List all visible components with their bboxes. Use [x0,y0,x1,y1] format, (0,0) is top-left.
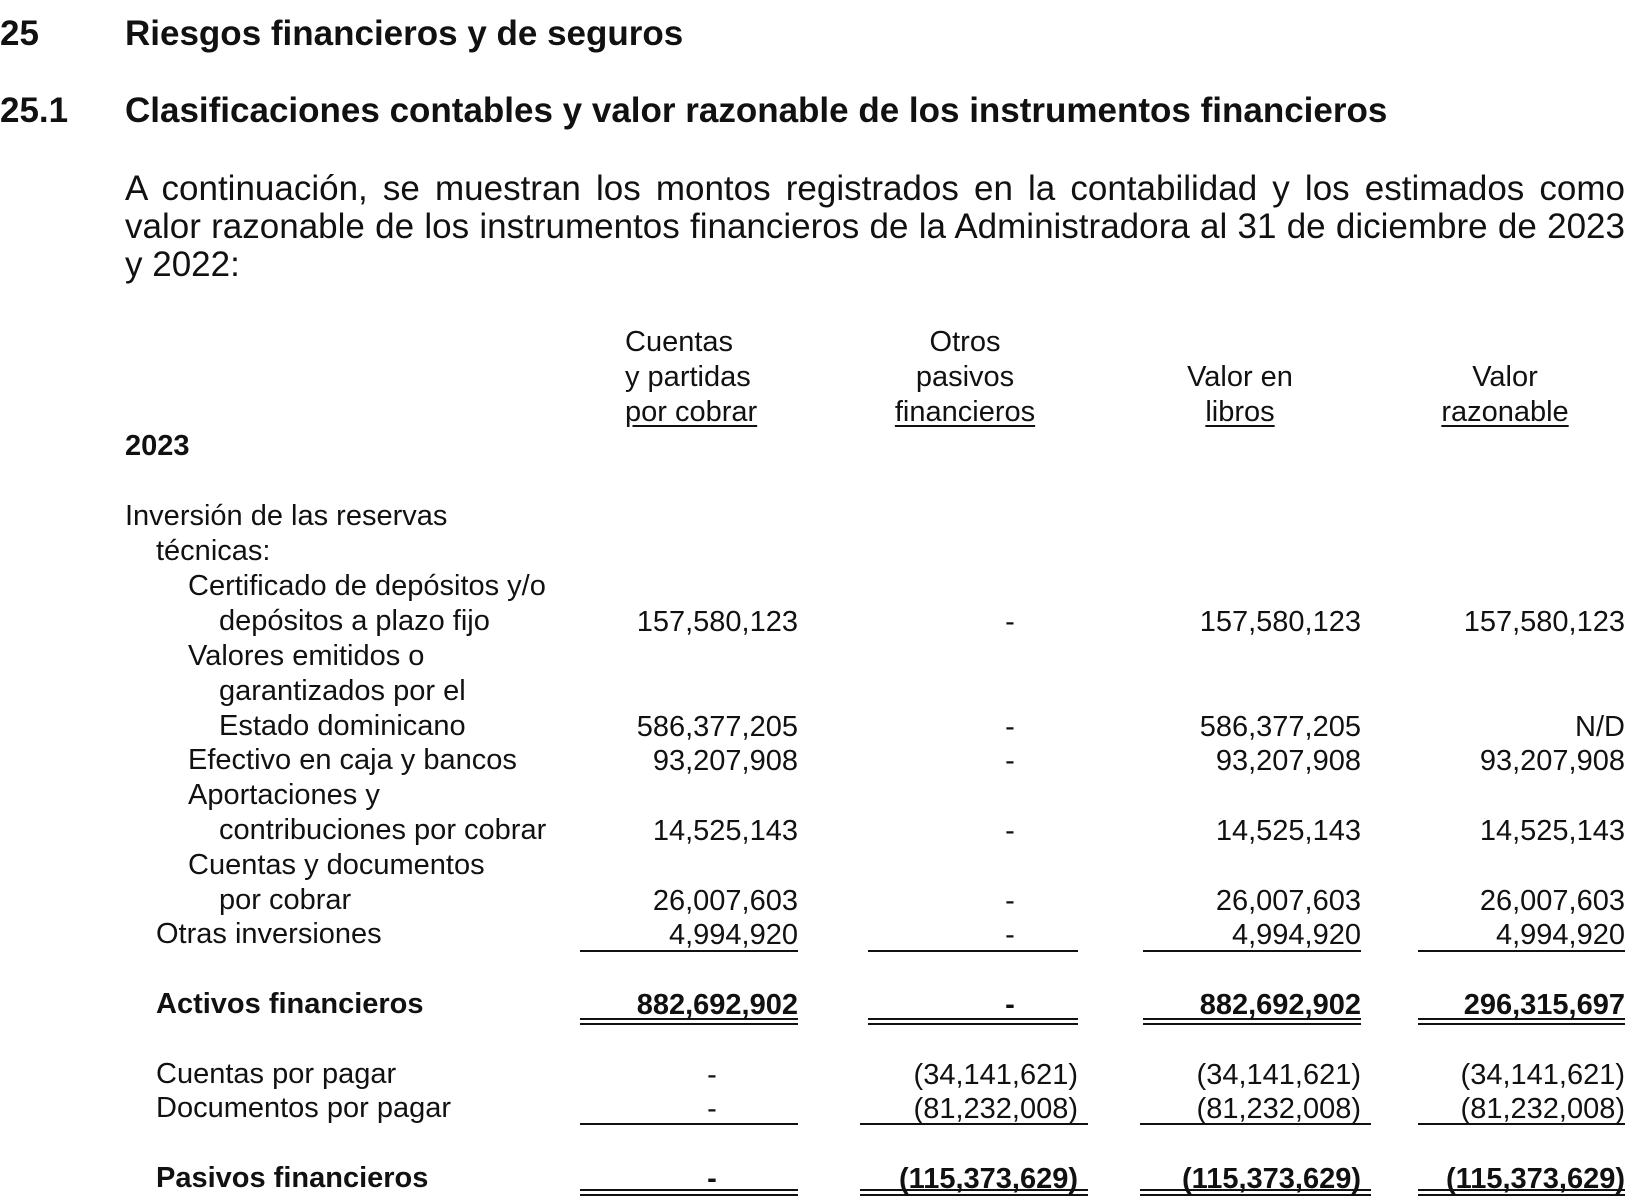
value-cell: 882,692,902 [636,989,798,1021]
value-cell: 296,315,697 [1463,989,1625,1021]
value-cell: 93,207,908 [1479,745,1625,777]
double-rule [868,1018,1078,1025]
row-label: Valores emitidos o [188,640,425,672]
row-label: por cobrar [219,884,352,916]
value-cell: 4,994,920 [1231,919,1361,951]
row-label: Documentos por pagar [156,1092,451,1124]
value-cell: 26,007,603 [1479,885,1625,917]
value-cell: - [707,1163,717,1195]
value-cell: 26,007,603 [652,885,798,917]
col-header-cuentas-line1: Cuentas [625,326,734,358]
subtotal-rule [1140,1123,1371,1125]
section-number: 25 [0,14,39,53]
section-title: Riesgos financieros y de seguros [125,14,684,53]
value-cell: (115,373,629) [1446,1163,1625,1195]
value-cell: 4,994,920 [1495,919,1625,951]
double-rule [580,1189,798,1196]
subtotal-rule [580,950,798,952]
double-rule [580,1018,798,1025]
value-cell: - [1005,815,1015,847]
row-label: Cuentas y documentos [188,849,485,881]
row-label: Certificado de depósitos y/o [188,570,546,602]
value-cell: (81,232,008) [913,1093,1078,1125]
subtotal-rule [580,1123,798,1125]
value-cell: 14,525,143 [1215,815,1361,847]
double-rule [1418,1189,1625,1196]
value-cell: 4,994,920 [668,919,798,951]
row-label: Aportaciones y [188,779,380,811]
value-cell: - [1005,711,1015,743]
value-cell: - [1005,606,1015,638]
value-cell: (34,141,621) [1196,1059,1361,1091]
double-rule [1143,1018,1361,1025]
row-label: contribuciones por cobrar [219,814,547,846]
value-cell: (115,373,629) [899,1163,1078,1195]
value-cell: 93,207,908 [652,745,798,777]
value-cell: 14,525,143 [1479,815,1625,847]
value-cell: 26,007,603 [1215,885,1361,917]
row-label: Cuentas por pagar [156,1058,397,1090]
double-rule [1140,1189,1371,1196]
value-cell: - [1005,745,1015,777]
subtotal-rule [1418,950,1625,952]
value-cell: (34,141,621) [1460,1059,1625,1091]
row-label: Otras inversiones [156,918,382,950]
subtotal-rule [1418,1123,1625,1125]
value-cell: 93,207,908 [1215,745,1361,777]
col-header-libros-line3: libros [1205,396,1275,428]
row-label: Estado dominicano [219,710,466,742]
year-label: 2023 [125,430,190,462]
value-cell: - [1005,919,1015,951]
col-header-otros-line3: financieros [894,396,1036,428]
value-cell: (81,232,008) [1460,1093,1625,1125]
value-cell: 586,377,205 [636,711,798,743]
group-label-line2: técnicas: [156,535,271,567]
col-header-otros-line2: pasivos [915,361,1015,393]
value-cell: - [707,1059,717,1091]
double-rule [860,1189,1088,1196]
col-header-cuentas-line2: y partidas [625,361,751,393]
value-cell: 157,580,123 [636,606,798,638]
double-rule [1418,1018,1625,1025]
intro-paragraph: A continuación, se muestran los montos registrados en la contabilidad y los estimados como valor razonable de los instrumentos financieros de la Administradora al 31 de diciembre de 2023 y 2022: [125,169,1625,284]
subtotal-rule [868,950,1078,952]
subsection-title: Clasificaciones contables y valor razonable de los instrumentos financieros [125,91,1388,130]
total-liabilities-label: Pasivos financieros [156,1162,429,1194]
value-cell: (81,232,008) [1196,1093,1361,1125]
value-cell: (34,141,621) [913,1059,1078,1091]
row-label: Efectivo en caja y bancos [188,744,517,776]
row-label: depósitos a plazo fijo [219,605,490,637]
group-label-line1: Inversión de las reservas [125,500,448,532]
col-header-cuentas-line3: por cobrar [625,396,758,428]
subtotal-rule [860,1123,1088,1125]
value-cell: 157,580,123 [1463,606,1625,638]
value-cell: 586,377,205 [1199,711,1361,743]
value-cell: N/D [1575,711,1625,743]
value-cell: 157,580,123 [1199,606,1361,638]
col-header-otros-line1: Otros [929,326,1001,358]
value-cell: - [1005,885,1015,917]
subsection-number: 25.1 [0,91,69,130]
subtotal-rule [1143,950,1361,952]
row-label: garantizados por el [219,675,466,707]
col-header-libros-line2: Valor en [1187,361,1293,393]
col-header-razonable-line2: Valor [1472,361,1538,393]
total-assets-label: Activos financieros [156,988,424,1020]
value-cell: 882,692,902 [1199,989,1361,1021]
value-cell: (115,373,629) [1182,1163,1361,1195]
value-cell: - [707,1093,717,1125]
value-cell: - [1005,989,1015,1021]
col-header-razonable-line3: razonable [1441,396,1569,428]
value-cell: 14,525,143 [652,815,798,847]
